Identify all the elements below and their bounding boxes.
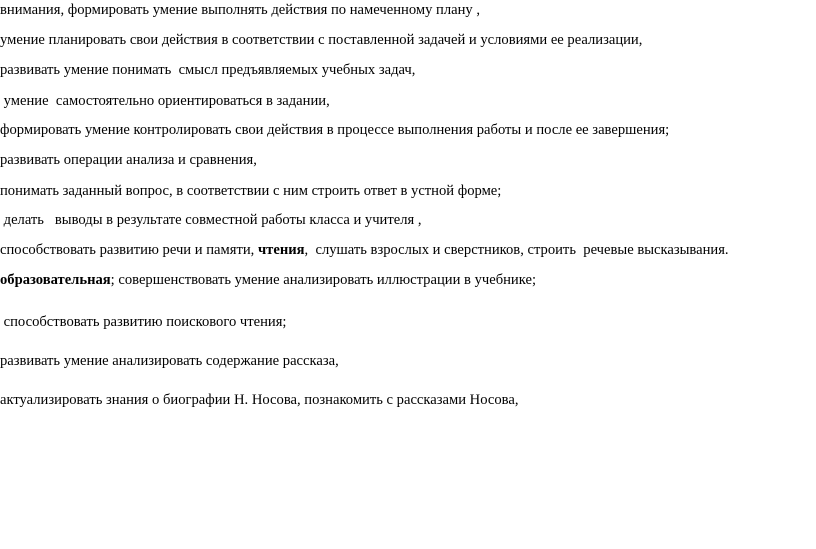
text-line-2: умение планировать свои действия в соответствии с поставленной задачей и условиями ее реализации, xyxy=(0,32,643,48)
text-line-7: понимать заданный вопрос, в соответствии с ним строить ответ в устной форме; xyxy=(0,183,502,199)
text-line-9-part1: способствовать развитию речи и памяти, xyxy=(0,242,258,258)
text-line-9 xyxy=(0,241,729,259)
text-line-6: развивать операции анализа и сравнения, xyxy=(0,152,257,168)
text-line-10-bold: образовательная xyxy=(0,272,111,288)
text-line-9-bold: чтения xyxy=(257,242,305,258)
text-line-1: внимания, формировать умение выполнять действия по намеченному плану , xyxy=(0,2,480,18)
text-line-3: развивать умение понимать смысл предъявляемых учебных задач, xyxy=(0,62,416,78)
text-line-10 xyxy=(0,271,536,289)
text-line-10-rest: ; совершенствовать умение анализировать иллюстрации в учебнике; xyxy=(110,272,536,288)
text-line-9-part2: , слушать взрослых и сверстников, строить речевые высказывания. xyxy=(304,242,729,258)
text-line-12: развивать умение анализировать содержание рассказа, xyxy=(0,353,339,369)
text-line-11: способствовать развитию поискового чтения; xyxy=(0,314,287,330)
text-line-8: делать выводы в результате совместной работы класса и учителя , xyxy=(0,212,422,228)
text-line-5: формировать умение контролировать свои действия в процессе выполнения работы и после ее завершения; xyxy=(0,122,670,138)
text-line-4: умение самостоятельно ориентироваться в задании, xyxy=(0,93,330,109)
text-line-13: актуализировать знания о биографии Н. Носова, познакомить с рассказами Носова, xyxy=(0,392,519,408)
